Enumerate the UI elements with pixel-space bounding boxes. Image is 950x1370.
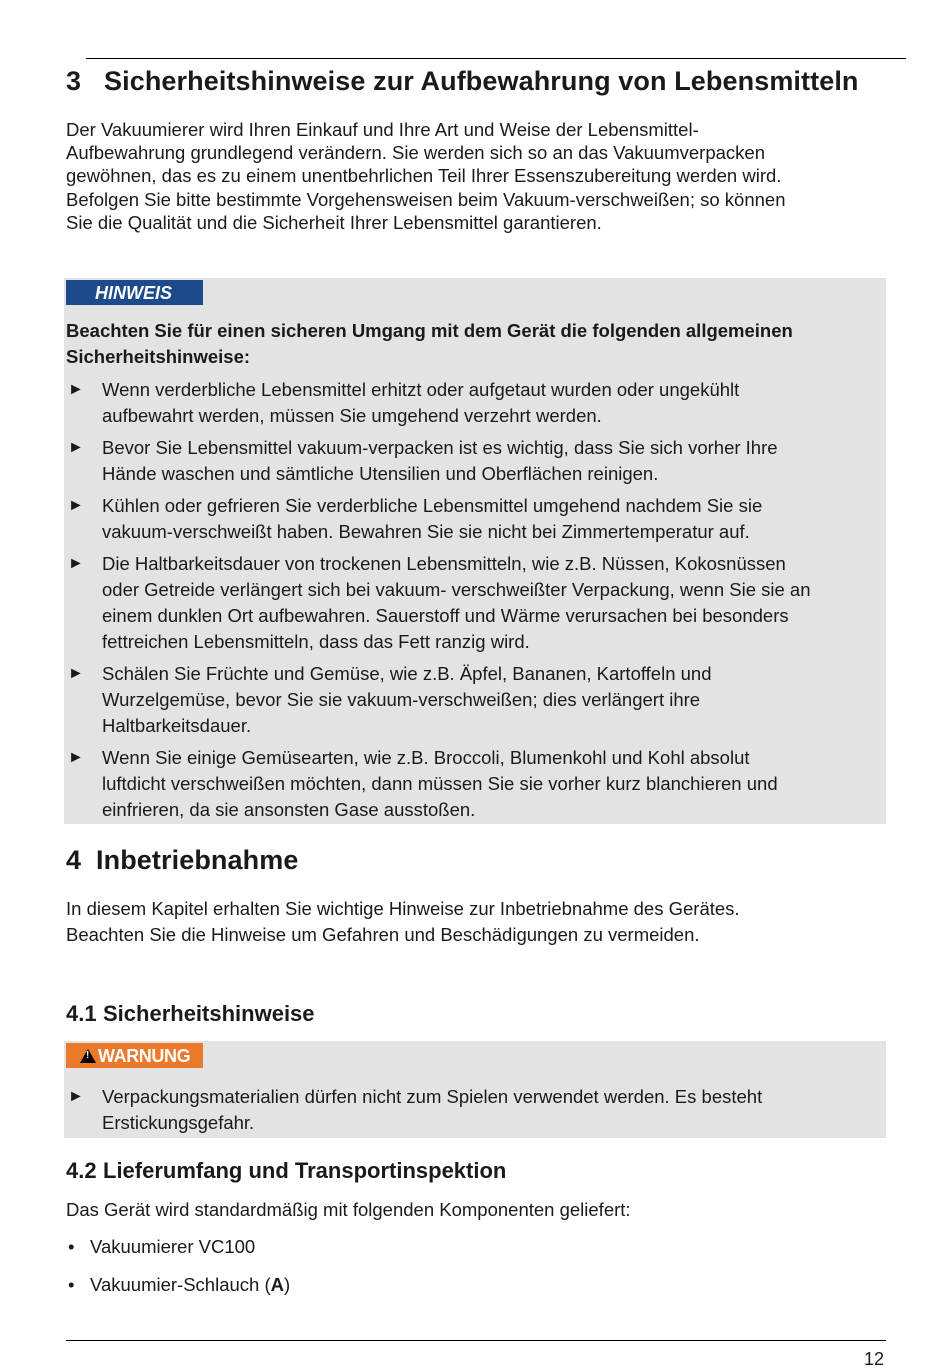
warnung-box (64, 1041, 886, 1138)
arrow-bullet-icon: ► (68, 749, 84, 766)
section-4-1-heading (66, 1001, 315, 1027)
section-3-number: 3 (66, 66, 82, 96)
hinweis-lead-line: Sicherheitshinweise: (66, 346, 251, 367)
section-4-2-intro: Das Gerät wird standardmäßig mit folgenden Komponenten geliefert: (66, 1199, 631, 1220)
hinweis-item-line: fettreichen Lebensmitteln, dass das Fett ranzig wird. (102, 631, 530, 652)
dot-bullet-icon: • (68, 1274, 75, 1295)
section-4-1-title: Sicherheitshinweise (103, 1001, 315, 1026)
hinweis-item-line: Hände waschen und sämtliche Utensilien und Oberflächen reinigen. (102, 463, 659, 484)
section-4-number: 4 (66, 845, 82, 875)
section-4-intro-line: Beachten Sie die Hinweise um Gefahren und Beschädigungen zu vermeiden. (66, 924, 700, 945)
delivery-item-suffix: ) (284, 1274, 291, 1295)
hinweis-item (66, 745, 884, 823)
header-rule (86, 58, 906, 59)
hinweis-item-line: Schälen Sie Früchte und Gemüse, wie z.B. Äpfel, Bananen, Kartoffeln und (102, 663, 712, 684)
hinweis-item-line: luftdicht verschweißen möchten, dann müssen Sie sie vorher kurz blanchieren und (102, 773, 778, 794)
warning-triangle-icon (80, 1049, 96, 1063)
hinweis-item-line: Wenn verderbliche Lebensmittel erhitzt oder aufgetaut wurden oder ungekühlt (102, 379, 740, 400)
warnung-badge (66, 1043, 203, 1068)
hinweis-item-line: Kühlen oder gefrieren Sie verderbliche Lebensmittel umgehend nachdem Sie sie (102, 495, 763, 516)
hinweis-item-line: oder Getreide verlängert sich bei vakuum- verschweißter Verpackung, wenn Sie sie an (102, 579, 811, 600)
arrow-bullet-icon: ► (68, 1088, 84, 1105)
section-3-heading (66, 66, 859, 97)
arrow-bullet-icon: ► (68, 497, 84, 514)
hinweis-item-line: Die Haltbarkeitsdauer von trockenen Lebensmitteln, wie z.B. Nüssen, Kokosnüssen (102, 553, 786, 574)
hinweis-item-line: einfrieren, da sie ansonsten Gase ausstoßen. (102, 799, 476, 820)
dot-bullet-icon: • (68, 1236, 75, 1257)
section-3-intro-line: Sie die Qualität und die Sicherheit Ihrer Lebensmittel garantieren. (66, 211, 602, 233)
hinweis-box (64, 278, 886, 824)
hinweis-item-line: Bevor Sie Lebensmittel vakuum-verpacken ist es wichtig, dass Sie sich vorher Ihre (102, 437, 778, 458)
arrow-bullet-icon: ► (68, 665, 84, 682)
warnung-list (66, 1084, 884, 1142)
delivery-item (66, 1234, 866, 1260)
hinweis-item (66, 377, 884, 429)
section-3-intro-line: gewöhnen, das es zu einem unentbehrlichen Teil Ihrer Essenszubereitung werden wird. (66, 165, 782, 187)
hinweis-item (66, 435, 884, 487)
arrow-bullet-icon: ► (68, 555, 84, 572)
delivery-item-ref: A (270, 1274, 284, 1295)
page-number: 12 (863, 1349, 884, 1369)
hinweis-item-line: Haltbarkeitsdauer. (102, 715, 252, 736)
hinweis-item (66, 661, 884, 739)
warnung-label: WARNUNG (98, 1046, 191, 1066)
section-3-intro (66, 118, 886, 234)
section-4-title: Inbetriebnahme (96, 845, 299, 875)
section-3-title: Sicherheitshinweise zur Aufbewahrung von Lebensmitteln (104, 66, 859, 96)
hinweis-lead-line: Beachten Sie für einen sicheren Umgang mit dem Gerät die folgenden allgemeinen (66, 320, 793, 341)
hinweis-item (66, 493, 884, 545)
section-3-intro-line: Aufbewahrung grundlegend verändern. Sie werden sich so an das Vakuumverpacken (66, 142, 765, 164)
hinweis-item-line: aufbewahrt werden, müssen Sie umgehend verzehrt werden. (102, 405, 602, 426)
hinweis-item-line: einem dunklen Ort aufbewahren. Sauerstoff und Wärme verursachen bei besonders (102, 605, 789, 626)
delivery-item-text: Vakuumierer VC100 (90, 1236, 256, 1257)
arrow-bullet-icon: ► (68, 439, 84, 456)
warnung-item-line: Verpackungsmaterialien dürfen nicht zum Spielen verwendet werden. Es besteht (102, 1086, 763, 1107)
hinweis-item-line: Wenn Sie einige Gemüsearten, wie z.B. Broccoli, Blumenkohl und Kohl absolut (102, 747, 750, 768)
delivery-item-text: Vakuumier-Schlauch ( (90, 1274, 271, 1295)
section-3-intro-line: Der Vakuumierer wird Ihren Einkauf und Ihre Art und Weise der Lebensmittel- (66, 119, 699, 140)
section-4-intro-line: In diesem Kapitel erhalten Sie wichtige Hinweise zur Inbetriebnahme des Gerätes. (66, 898, 740, 919)
hinweis-item-line: vakuum-verschweißt haben. Bewahren Sie sie nicht bei Zimmertemperatur auf. (102, 521, 750, 542)
delivery-item (66, 1272, 866, 1298)
delivery-list (66, 1234, 866, 1310)
hinweis-item (66, 551, 884, 655)
section-3-intro-line: Befolgen Sie bitte bestimmte Vorgehensweisen beim Vakuum-verschweißen; so können (66, 188, 786, 210)
section-4-2-number: 4.2 (66, 1158, 97, 1183)
hinweis-badge: HINWEIS (66, 280, 203, 305)
hinweis-item-line: Wurzelgemüse, bevor Sie sie vakuum-verschweißen; dies verlängert ihre (102, 689, 701, 710)
section-4-intro (66, 896, 886, 948)
hinweis-list (66, 377, 884, 829)
section-4-2-title: Lieferumfang und Transportinspektion (103, 1158, 507, 1183)
arrow-bullet-icon: ► (68, 381, 84, 398)
warnung-item-line: Erstickungsgefahr. (102, 1112, 255, 1133)
hinweis-lead (66, 318, 881, 370)
section-4-heading (66, 845, 298, 876)
warnung-item (66, 1084, 884, 1136)
footer-rule (66, 1340, 886, 1341)
section-4-1-number: 4.1 (66, 1001, 97, 1026)
section-4-2-heading (66, 1158, 506, 1184)
